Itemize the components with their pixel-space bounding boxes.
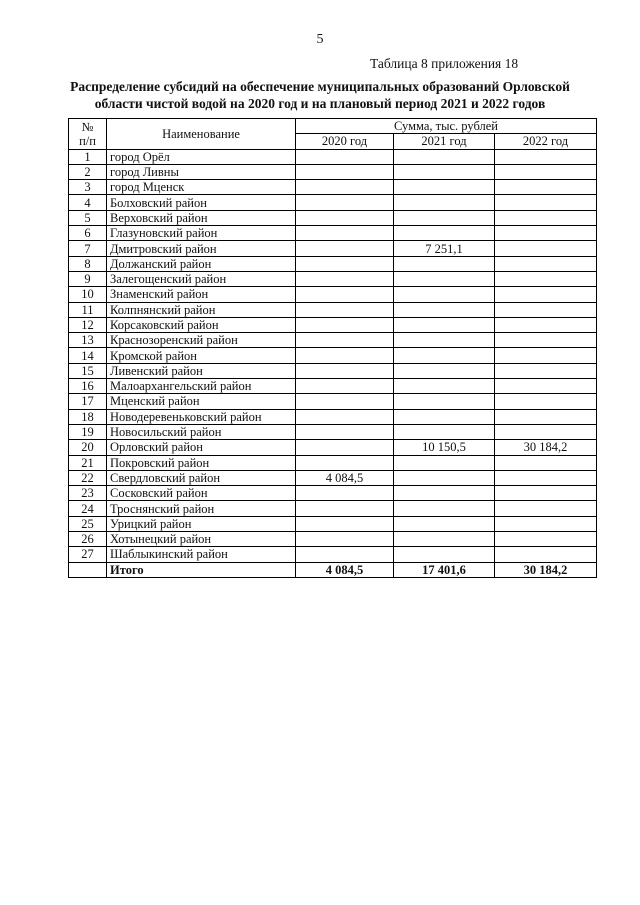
row-name: Новодеревеньковский район [107,409,296,424]
row-value-2022 [495,149,597,164]
table-row [69,164,597,179]
table-row [69,210,597,225]
row-number: 23 [69,486,107,501]
row-value-2020 [296,287,394,302]
page-number: 5 [316,32,324,47]
row-number: 24 [69,501,107,516]
row-name: Сосковский район [107,486,296,501]
row-value-2020 [296,317,394,332]
row-value-2020 [296,271,394,286]
header-number-sign: № [81,119,94,134]
row-value-2022 [495,195,597,210]
row-value-2022 [495,486,597,501]
row-value-2020 [296,256,394,271]
table-header [69,119,597,150]
row-value-2021 [394,394,495,409]
row-number: 11 [69,302,107,317]
row-number: 25 [69,516,107,531]
table-row [69,180,597,195]
row-value-2022: 30 184,2 [495,440,597,455]
row-value-2021 [394,363,495,378]
row-value-2020 [296,302,394,317]
row-name: Кромской район [107,348,296,363]
row-value-2020 [296,363,394,378]
table-row [69,149,597,164]
row-value-2022 [495,164,597,179]
row-value-2021 [394,302,495,317]
row-value-2022 [495,271,597,286]
row-value-2022 [495,424,597,439]
row-value-2020 [296,348,394,363]
row-name: город Ливны [107,164,296,179]
row-value-2020 [296,547,394,562]
row-name: Урицкий район [107,516,296,531]
table-row [69,333,597,348]
table-row [69,394,597,409]
table-row [69,455,597,470]
table-row [69,379,597,394]
table-row [69,440,597,455]
row-value-2021 [394,164,495,179]
row-value-2021 [394,287,495,302]
row-name: город Мценск [107,180,296,195]
row-name: Малоархангельский район [107,379,296,394]
table-row [69,409,597,424]
row-number: 27 [69,547,107,562]
row-value-2020 [296,486,394,501]
row-number: 7 [69,241,107,256]
row-name: Ливенский район [107,363,296,378]
row-value-2022 [495,180,597,195]
row-value-2022 [495,379,597,394]
table-row [69,287,597,302]
table-row [69,241,597,256]
table-row [69,470,597,485]
row-number: 19 [69,424,107,439]
table-row [69,256,597,271]
header-name: Наименование [107,119,296,150]
table-row [69,317,597,332]
row-value-2020 [296,333,394,348]
row-value-2022 [495,210,597,225]
row-value-2020 [296,379,394,394]
row-value-2020 [296,532,394,547]
row-value-2021 [394,226,495,241]
row-name: Покровский район [107,455,296,470]
row-value-2020 [296,394,394,409]
row-value-2020 [296,226,394,241]
row-value-2020 [296,164,394,179]
row-name: Знаменский район [107,287,296,302]
row-number: 21 [69,455,107,470]
row-value-2021 [394,210,495,225]
row-number: 14 [69,348,107,363]
row-value-2020 [296,195,394,210]
row-value-2021 [394,486,495,501]
row-value-2022 [495,394,597,409]
row-value-2020: 4 084,5 [296,470,394,485]
row-value-2022 [495,547,597,562]
row-name: Свердловский район [107,470,296,485]
row-value-2021 [394,501,495,516]
header-year-2021: 2021 год [394,134,495,149]
row-name: Новосильский район [107,424,296,439]
table-row [69,532,597,547]
header-number [69,119,107,150]
table-row [69,501,597,516]
row-number: 5 [69,210,107,225]
row-value-2022 [495,287,597,302]
row-name: Глазуновский район [107,226,296,241]
row-value-2022 [495,455,597,470]
row-value-2022 [495,363,597,378]
row-value-2022 [495,501,597,516]
row-value-2020 [296,210,394,225]
table-row [69,302,597,317]
row-value-2020 [296,149,394,164]
header-number-abbr: п/п [79,133,96,148]
table-row [69,486,597,501]
row-number: 3 [69,180,107,195]
row-value-2021 [394,455,495,470]
row-value-2020 [296,409,394,424]
row-name: Верховский район [107,210,296,225]
row-name: Должанский район [107,256,296,271]
table-body [69,149,597,562]
row-value-2022 [495,470,597,485]
table-row [69,424,597,439]
row-value-2020 [296,180,394,195]
row-name: Мценский район [107,394,296,409]
row-value-2021 [394,516,495,531]
row-value-2022 [495,409,597,424]
row-number: 9 [69,271,107,286]
row-name: Дмитровский район [107,241,296,256]
row-name: Колпнянский район [107,302,296,317]
row-name: Хотынецкий район [107,532,296,547]
row-value-2021 [394,271,495,286]
row-value-2020 [296,516,394,531]
row-number: 1 [69,149,107,164]
row-value-2022 [495,226,597,241]
table-row [69,516,597,531]
row-value-2021 [394,149,495,164]
row-number: 18 [69,409,107,424]
row-value-2021 [394,532,495,547]
row-value-2021 [394,379,495,394]
row-value-2021: 10 150,5 [394,440,495,455]
row-value-2022 [495,241,597,256]
row-number: 15 [69,363,107,378]
row-value-2020 [296,241,394,256]
table-caption: Таблица 8 приложения 18 [370,56,519,71]
total-2020: 4 084,5 [296,562,394,577]
row-value-2022 [495,256,597,271]
row-number: 26 [69,532,107,547]
row-number: 10 [69,287,107,302]
row-value-2020 [296,501,394,516]
title-line-2: области чистой водой на 2020 год и на плановый период 2021 и 2022 годов [94,96,546,111]
row-number: 6 [69,226,107,241]
row-value-2021: 7 251,1 [394,241,495,256]
subsidy-table [68,118,597,578]
table-row [69,226,597,241]
row-number: 2 [69,164,107,179]
row-value-2021 [394,547,495,562]
row-value-2020 [296,424,394,439]
row-name: Болховский район [107,195,296,210]
row-number: 22 [69,470,107,485]
row-name: Троснянский район [107,501,296,516]
row-value-2021 [394,424,495,439]
row-value-2021 [394,409,495,424]
total-2021: 17 401,6 [394,562,495,577]
row-value-2022 [495,333,597,348]
row-name: Корсаковский район [107,317,296,332]
total-num-cell [69,562,107,577]
row-value-2021 [394,180,495,195]
header-year-2022: 2022 год [495,134,597,149]
row-name: город Орёл [107,149,296,164]
row-value-2022 [495,348,597,363]
row-name: Орловский район [107,440,296,455]
row-number: 4 [69,195,107,210]
header-sum: Сумма, тыс. рублей [296,119,597,134]
row-value-2021 [394,317,495,332]
title-line-1: Распределение субсидий на обеспечение муниципальных образований Орловской [70,79,570,94]
row-value-2021 [394,333,495,348]
row-number: 8 [69,256,107,271]
table-row [69,271,597,286]
row-number: 17 [69,394,107,409]
table-row [69,547,597,562]
table-row [69,195,597,210]
row-name: Краснозоренский район [107,333,296,348]
header-year-2020: 2020 год [296,134,394,149]
row-name: Шаблыкинский район [107,547,296,562]
row-value-2022 [495,532,597,547]
row-value-2020 [296,455,394,470]
row-number: 12 [69,317,107,332]
row-value-2021 [394,470,495,485]
table-row [69,348,597,363]
row-value-2020 [296,440,394,455]
total-2022: 30 184,2 [495,562,597,577]
total-row [69,562,597,577]
row-value-2022 [495,317,597,332]
document-title [70,78,570,112]
row-number: 16 [69,379,107,394]
row-value-2021 [394,195,495,210]
row-number: 13 [69,333,107,348]
table-row [69,363,597,378]
row-value-2022 [495,516,597,531]
row-name: Залегощенский район [107,271,296,286]
row-value-2022 [495,302,597,317]
row-value-2021 [394,348,495,363]
total-label: Итого [107,562,296,577]
row-value-2021 [394,256,495,271]
row-number: 20 [69,440,107,455]
